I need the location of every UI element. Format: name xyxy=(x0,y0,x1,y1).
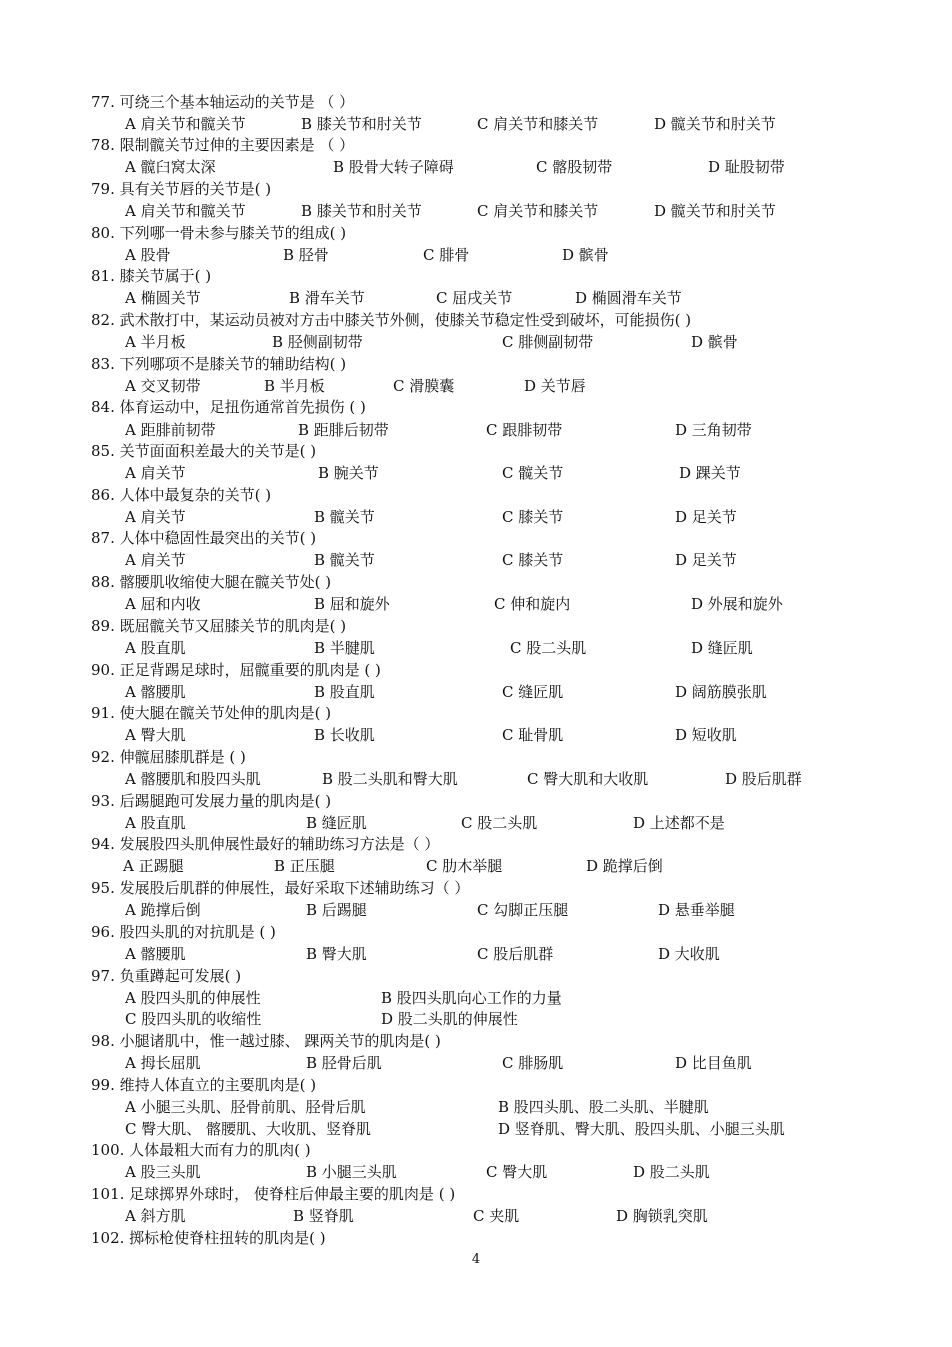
option-89-d: D 缝匠肌 xyxy=(691,639,753,657)
option-87-c: C 膝关节 xyxy=(502,551,564,569)
question-78: 78. 限制髋关节过伸的主要因素是 （ ） xyxy=(91,136,355,154)
question-90: 90. 正足背踢足球时，屈髋重要的肌肉是 ( ) xyxy=(91,661,381,679)
option-100-b: B 小腿三头肌 xyxy=(306,1163,397,1181)
option-95-c: C 勾脚正压腿 xyxy=(477,901,569,919)
option-77-c: C 肩关节和膝关节 xyxy=(477,115,599,133)
option-80-d: D 髌骨 xyxy=(562,246,609,264)
question-85: 85. 关节面面积差最大的关节是( ) xyxy=(91,442,317,460)
question-87: 87. 人体中稳固性最突出的关节( ) xyxy=(91,529,317,547)
question-81: 81. 膝关节属于( ) xyxy=(91,267,212,285)
question-77: 77. 可绕三个基本轴运动的关节是 （ ） xyxy=(91,93,355,111)
option-92-b: B 股二头肌和臀大肌 xyxy=(322,770,458,788)
option-79-a: A 肩关节和髋关节 xyxy=(125,202,246,220)
option-101-b: B 竖脊肌 xyxy=(293,1207,354,1225)
option-92-d: D 股后肌群 xyxy=(725,770,802,788)
option-100-c: C 臀大肌 xyxy=(486,1163,548,1181)
option-80-b: B 胫骨 xyxy=(283,246,329,264)
option-93-a: A 股直肌 xyxy=(125,814,186,832)
option-86-c: C 膝关节 xyxy=(502,508,564,526)
option-87-b: B 髋关节 xyxy=(314,551,375,569)
question-97: 97. 负重蹲起可发展( ) xyxy=(91,967,242,985)
question-99: 99. 维持人体直立的主要肌肉是( ) xyxy=(91,1076,317,1094)
option-86-b: B 髋关节 xyxy=(314,508,375,526)
option-79-d: D 髋关节和肘关节 xyxy=(654,202,776,220)
question-80: 80. 下列哪一骨未参与膝关节的组成( ) xyxy=(91,224,347,242)
question-93: 93. 后踢腿跑可发展力量的肌肉是( ) xyxy=(91,792,332,810)
question-79: 79. 具有关节唇的关节是( ) xyxy=(91,180,272,198)
option-85-a: A 肩关节 xyxy=(125,464,186,482)
option-82-b: B 胫侧副韧带 xyxy=(272,333,363,351)
option-82-d: D 髌骨 xyxy=(691,333,738,351)
option-89-c: C 股二头肌 xyxy=(510,639,587,657)
option-83-b: B 半月板 xyxy=(264,377,325,395)
question-89: 89. 既屈髋关节又屈膝关节的肌肉是( ) xyxy=(91,617,347,635)
option-87-a: A 肩关节 xyxy=(125,551,186,569)
option-85-c: C 髋关节 xyxy=(502,464,564,482)
option-92-a: A 髂腰肌和股四头肌 xyxy=(125,770,261,788)
question-94: 94. 发展股四头肌伸展性最好的辅助练习方法是（ ） xyxy=(91,835,440,853)
option-79-c: C 肩关节和膝关节 xyxy=(477,202,599,220)
option-83-a: A 交叉韧带 xyxy=(125,377,201,395)
option-97-b: B 股四头肌向心工作的力量 xyxy=(381,989,562,1007)
option-86-a: A 肩关节 xyxy=(125,508,186,526)
option-89-a: A 股直肌 xyxy=(125,639,186,657)
question-100: 100. 人体最粗大而有力的肌肉( ) xyxy=(91,1141,311,1159)
question-98: 98. 小腿诸肌中，惟一越过膝、 踝两关节的肌肉是( ) xyxy=(91,1032,441,1050)
option-80-a: A 股骨 xyxy=(125,246,171,264)
option-81-c: C 屈戌关节 xyxy=(436,289,513,307)
question-92: 92. 伸髋屈膝肌群是 ( ) xyxy=(91,748,246,766)
option-93-b: B 缝匠肌 xyxy=(306,814,367,832)
question-83: 83. 下列哪项不是膝关节的辅助结构( ) xyxy=(91,355,347,373)
option-96-d: D 大收肌 xyxy=(658,945,720,963)
option-90-c: C 缝匠肌 xyxy=(502,683,564,701)
option-90-b: B 股直肌 xyxy=(314,683,375,701)
option-91-c: C 耻骨肌 xyxy=(502,726,564,744)
option-99-a: A 小腿三头肌、胫骨前肌、胫骨后肌 xyxy=(125,1098,366,1116)
option-100-d: D 股二头肌 xyxy=(633,1163,710,1181)
option-78-b: B 股骨大转子障碍 xyxy=(333,158,454,176)
option-87-d: D 足关节 xyxy=(675,551,737,569)
option-83-d: D 关节唇 xyxy=(524,377,586,395)
option-81-a: A 椭圆关节 xyxy=(125,289,201,307)
option-78-a: A 髋臼窝太深 xyxy=(125,158,216,176)
question-86: 86. 人体中最复杂的关节( ) xyxy=(91,486,272,504)
option-95-d: D 悬垂举腿 xyxy=(658,901,735,919)
option-98-a: A 拇长屈肌 xyxy=(125,1054,201,1072)
option-83-c: C 滑膜囊 xyxy=(393,377,455,395)
option-88-a: A 屈和内收 xyxy=(125,595,201,613)
option-96-b: B 臀大肌 xyxy=(306,945,367,963)
option-84-a: A 距腓前韧带 xyxy=(125,421,216,439)
option-93-c: C 股二头肌 xyxy=(461,814,538,832)
option-95-a: A 跪撑后倒 xyxy=(125,901,201,919)
option-88-d: D 外展和旋外 xyxy=(691,595,783,613)
option-78-d: D 耻股韧带 xyxy=(708,158,785,176)
option-91-b: B 长收肌 xyxy=(314,726,375,744)
option-84-d: D 三角韧带 xyxy=(675,421,752,439)
question-101: 101. 足球掷界外球时， 使脊柱后伸最主要的肌肉是 ( ) xyxy=(91,1185,456,1203)
option-101-a: A 斜方肌 xyxy=(125,1207,186,1225)
option-99-c: C 臀大肌、 髂腰肌、大收肌、竖脊肌 xyxy=(125,1120,372,1138)
option-100-a: A 股三头肌 xyxy=(125,1163,201,1181)
option-98-c: C 腓肠肌 xyxy=(502,1054,564,1072)
option-94-a: A 正踢腿 xyxy=(123,857,184,875)
option-93-d: D 上述都不是 xyxy=(633,814,725,832)
option-81-d: D 椭圆滑车关节 xyxy=(575,289,682,307)
question-82: 82. 武术散打中，某运动员被对方击中膝关节外侧，使膝关节稳定性受到破坏，可能损伤( ) xyxy=(91,311,692,329)
option-101-c: C 夹肌 xyxy=(473,1207,520,1225)
option-80-c: C 腓骨 xyxy=(423,246,470,264)
option-97-a: A 股四头肌的伸展性 xyxy=(125,989,261,1007)
option-95-b: B 后踢腿 xyxy=(306,901,367,919)
question-91: 91. 使大腿在髋关节处伸的肌肉是( ) xyxy=(91,704,332,722)
option-101-d: D 胸锁乳突肌 xyxy=(616,1207,708,1225)
option-97-c: C 股四头肌的收缩性 xyxy=(125,1010,262,1028)
option-79-b: B 膝关节和肘关节 xyxy=(301,202,422,220)
question-102: 102. 掷标枪使脊柱扭转的肌肉是( ) xyxy=(91,1229,326,1247)
option-99-b: B 股四头肌、股二头肌、半腱肌 xyxy=(498,1098,709,1116)
option-89-b: B 半腱肌 xyxy=(314,639,375,657)
option-88-b: B 屈和旋外 xyxy=(314,595,390,613)
option-96-a: A 髂腰肌 xyxy=(125,945,186,963)
option-85-b: B 腕关节 xyxy=(318,464,379,482)
question-95: 95. 发展股后肌群的伸展性，最好采取下述辅助练习（ ） xyxy=(91,879,470,897)
question-96: 96. 股四头肌的对抗肌是 ( ) xyxy=(91,923,276,941)
option-88-c: C 伸和旋内 xyxy=(494,595,571,613)
option-86-d: D 足关节 xyxy=(675,508,737,526)
option-94-d: D 跪撑后倒 xyxy=(586,857,663,875)
option-82-a: A 半月板 xyxy=(125,333,186,351)
question-84: 84. 体育运动中，足扭伤通常首先损伤 ( ) xyxy=(91,398,366,416)
option-97-d: D 股二头肌的伸展性 xyxy=(381,1010,518,1028)
option-81-b: B 滑车关节 xyxy=(289,289,365,307)
option-91-a: A 臀大肌 xyxy=(125,726,186,744)
option-84-b: B 距腓后韧带 xyxy=(298,421,389,439)
option-77-d: D 髋关节和肘关节 xyxy=(654,115,776,133)
option-98-b: B 胫骨后肌 xyxy=(306,1054,382,1072)
question-88: 88. 髂腰肌收缩使大腿在髋关节处( ) xyxy=(91,573,332,591)
option-99-d: D 竖脊肌、臀大肌、股四头肌、小腿三头肌 xyxy=(498,1120,785,1138)
option-94-c: C 肋木举腿 xyxy=(426,857,503,875)
option-90-d: D 阔筋膜张肌 xyxy=(675,683,767,701)
option-96-c: C 股后肌群 xyxy=(477,945,554,963)
option-82-c: C 腓侧副韧带 xyxy=(502,333,594,351)
option-90-a: A 髂腰肌 xyxy=(125,683,186,701)
option-77-b: B 膝关节和肘关节 xyxy=(301,115,422,133)
option-84-c: C 跟腓韧带 xyxy=(486,421,563,439)
option-78-c: C 髂股韧带 xyxy=(536,158,613,176)
option-94-b: B 正压腿 xyxy=(274,857,335,875)
option-98-d: D 比目鱼肌 xyxy=(675,1054,752,1072)
option-91-d: D 短收肌 xyxy=(675,726,737,744)
option-92-c: C 臀大肌和大收肌 xyxy=(527,770,649,788)
option-85-d: D 踝关节 xyxy=(679,464,741,482)
option-77-a: A 肩关节和髋关节 xyxy=(125,115,246,133)
page-number: 4 xyxy=(471,1252,481,1267)
